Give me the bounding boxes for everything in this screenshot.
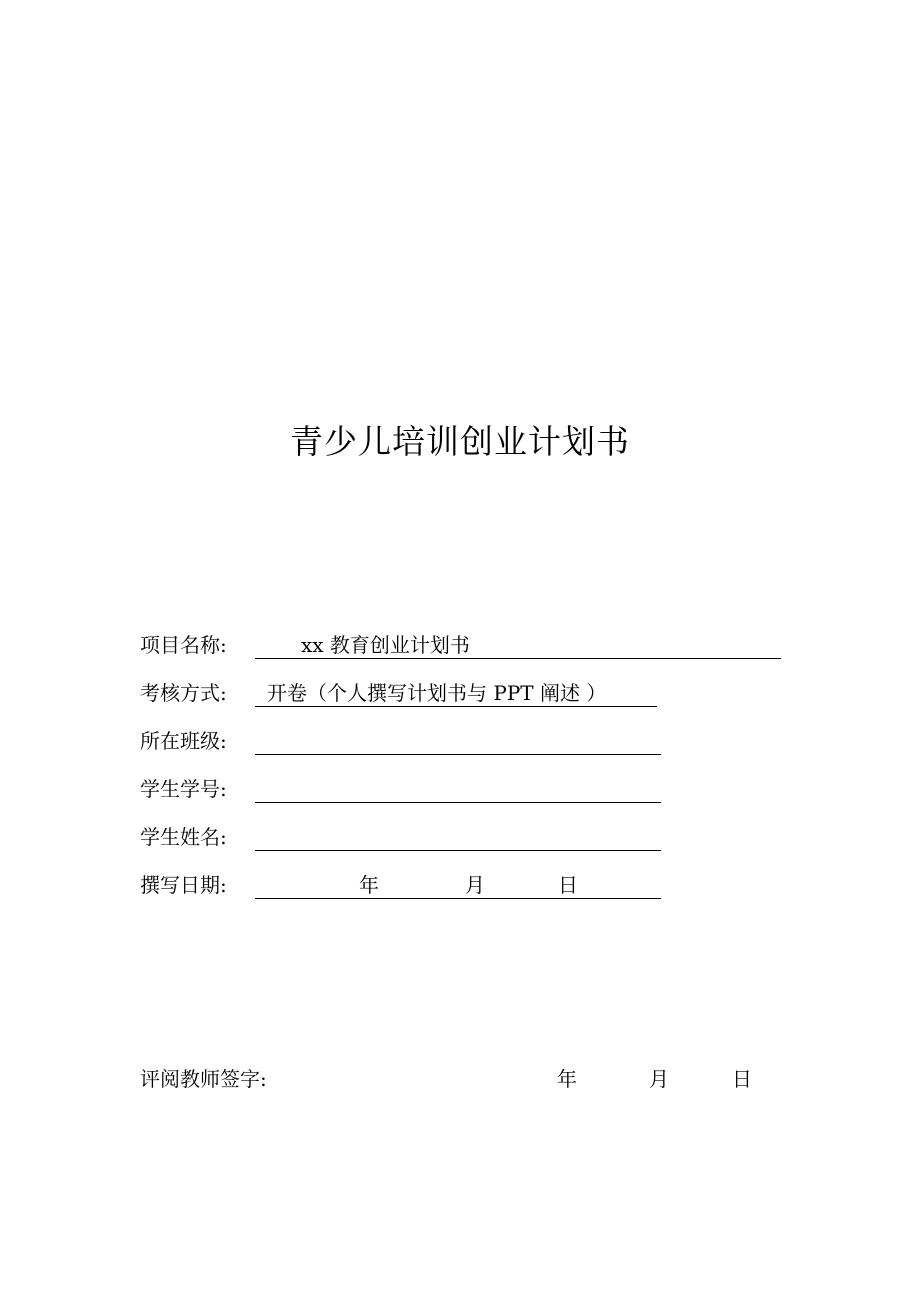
field-assessment	[140, 678, 670, 708]
date-underline[interactable]	[255, 870, 661, 899]
teacher-signature-label: 评阅教师签字:	[140, 1067, 267, 1091]
student-id-label: 学生学号:	[140, 777, 227, 801]
assessment-label: 考核方式:	[140, 681, 227, 705]
teacher-signature-row	[140, 1064, 840, 1094]
class-label: 所在班级:	[140, 729, 227, 753]
student-name-underline[interactable]	[255, 822, 661, 851]
class-underline[interactable]	[255, 726, 661, 755]
signature-year: 年	[557, 1067, 577, 1091]
assessment-value: 开卷（个人撰写计划书与 PPT 阐述 ）	[267, 681, 607, 705]
date-label: 撰写日期:	[140, 873, 227, 897]
signature-day: 日	[732, 1067, 752, 1091]
document-title: 青少儿培训创业计划书	[290, 422, 630, 461]
student-name-label: 学生姓名:	[140, 825, 227, 849]
field-student-name	[140, 822, 670, 852]
assessment-underline[interactable]	[255, 678, 657, 707]
signature-month: 月	[649, 1067, 669, 1091]
project-name-label: 项目名称:	[140, 633, 227, 657]
field-date	[140, 870, 670, 900]
student-id-underline[interactable]	[255, 774, 661, 803]
project-name-underline[interactable]	[255, 630, 781, 659]
date-month: 月	[465, 873, 485, 897]
project-name-value: xx 教育创业计划书	[301, 633, 470, 657]
date-day: 日	[558, 873, 578, 897]
field-student-id	[140, 774, 670, 804]
field-project-name	[140, 630, 785, 660]
date-year: 年	[359, 873, 379, 897]
field-class	[140, 726, 670, 756]
